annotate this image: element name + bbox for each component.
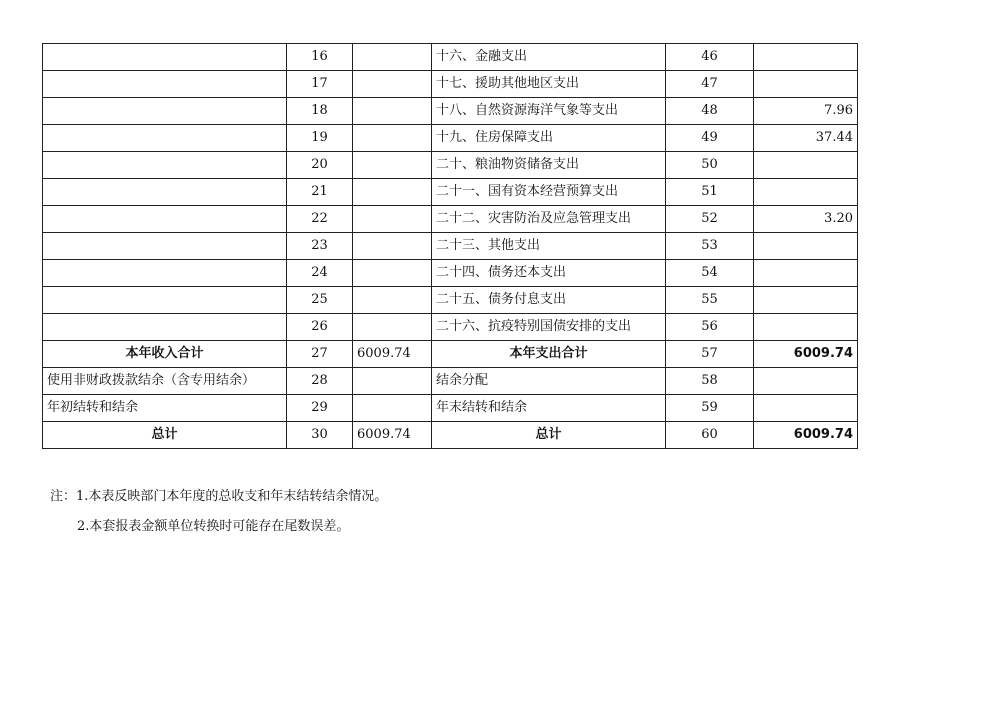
table-row [43, 98, 858, 125]
expense-amount [754, 260, 858, 287]
ending-balance-label: 年末结转和结余 [432, 395, 666, 422]
beginning-balance-line-no: 29 [287, 395, 353, 422]
expense-line-no: 53 [666, 233, 754, 260]
ending-balance-amount [754, 395, 858, 422]
table-row [43, 206, 858, 233]
income-item-cell [43, 71, 287, 98]
expense-amount: 3.20 [754, 206, 858, 233]
income-line-no: 24 [287, 260, 353, 287]
table-row [43, 287, 858, 314]
expense-item: 二十六、抗疫特别国债安排的支出 [432, 314, 666, 341]
expense-item: 二十五、债务付息支出 [432, 287, 666, 314]
surplus-distribution-label: 结余分配 [432, 368, 666, 395]
income-amount [353, 179, 432, 206]
table-row [43, 368, 858, 395]
table-row [43, 314, 858, 341]
income-amount [353, 71, 432, 98]
expense-line-no: 51 [666, 179, 754, 206]
note-line-1: 注：1.本表反映部门本年度的总收支和年末结转结余情况。 [50, 489, 388, 504]
table-row [43, 71, 858, 98]
expense-item: 二十一、国有资本经营预算支出 [432, 179, 666, 206]
surplus-distribution-amount [754, 368, 858, 395]
expense-amount [754, 314, 858, 341]
budget-summary-table [42, 43, 858, 449]
income-total-line-no: 27 [287, 341, 353, 368]
expense-total-label: 本年支出合计 [432, 341, 666, 368]
grand-total-right-amount: 6009.74 [754, 422, 858, 449]
expense-item: 二十四、债务还本支出 [432, 260, 666, 287]
expense-line-no: 56 [666, 314, 754, 341]
annual-total-row [43, 341, 858, 368]
expense-total-amount: 6009.74 [754, 341, 858, 368]
surplus-distribution-line-no: 58 [666, 368, 754, 395]
income-line-no: 26 [287, 314, 353, 341]
table-row [43, 44, 858, 71]
expense-amount: 37.44 [754, 125, 858, 152]
income-item-cell [43, 314, 287, 341]
income-item-cell [43, 152, 287, 179]
beginning-balance-amount [353, 395, 432, 422]
grand-total-left-amount: 6009.74 [353, 422, 432, 449]
expense-line-no: 55 [666, 287, 754, 314]
expense-item: 十七、援助其他地区支出 [432, 71, 666, 98]
expense-item: 二十、粮油物资储备支出 [432, 152, 666, 179]
income-amount [353, 125, 432, 152]
income-item-cell [43, 125, 287, 152]
income-item-cell [43, 260, 287, 287]
expense-line-no: 50 [666, 152, 754, 179]
income-amount [353, 98, 432, 125]
income-line-no: 16 [287, 44, 353, 71]
expense-amount [754, 152, 858, 179]
expense-amount [754, 233, 858, 260]
income-item-cell [43, 179, 287, 206]
table-row [43, 260, 858, 287]
expense-line-no: 54 [666, 260, 754, 287]
expense-item: 十九、住房保障支出 [432, 125, 666, 152]
table-row [43, 395, 858, 422]
income-line-no: 18 [287, 98, 353, 125]
grand-total-right-line-no: 60 [666, 422, 754, 449]
expense-line-no: 46 [666, 44, 754, 71]
income-amount [353, 152, 432, 179]
income-amount [353, 287, 432, 314]
expense-amount [754, 44, 858, 71]
grand-total-left-line-no: 30 [287, 422, 353, 449]
budget-table-body [43, 44, 858, 449]
table-row [43, 152, 858, 179]
expense-total-line-no: 57 [666, 341, 754, 368]
table-row [43, 125, 858, 152]
beginning-balance-label: 年初结转和结余 [43, 395, 287, 422]
expense-item: 十六、金融支出 [432, 44, 666, 71]
income-item-cell [43, 98, 287, 125]
income-amount [353, 206, 432, 233]
expense-amount: 7.96 [754, 98, 858, 125]
income-amount [353, 233, 432, 260]
expense-item: 二十三、其他支出 [432, 233, 666, 260]
expense-item: 十八、自然资源海洋气象等支出 [432, 98, 666, 125]
expense-amount [754, 179, 858, 206]
expense-line-no: 49 [666, 125, 754, 152]
income-total-label: 本年收入合计 [43, 341, 287, 368]
expense-amount [754, 71, 858, 98]
income-line-no: 23 [287, 233, 353, 260]
income-line-no: 19 [287, 125, 353, 152]
grand-total-row [43, 422, 858, 449]
income-line-no: 21 [287, 179, 353, 206]
table-row [43, 179, 858, 206]
nonfiscal-balance-amount [353, 368, 432, 395]
grand-total-right-label: 总计 [432, 422, 666, 449]
note-line-2: 2.本套报表金额单位转换时可能存在尾数误差。 [77, 519, 350, 534]
income-amount [353, 260, 432, 287]
income-item-cell [43, 44, 287, 71]
income-line-no: 17 [287, 71, 353, 98]
expense-item: 二十二、灾害防治及应急管理支出 [432, 206, 666, 233]
income-total-amount: 6009.74 [353, 341, 432, 368]
income-amount [353, 44, 432, 71]
income-line-no: 25 [287, 287, 353, 314]
nonfiscal-balance-label: 使用非财政拨款结余（含专用结余） [43, 368, 287, 395]
expense-line-no: 52 [666, 206, 754, 233]
income-item-cell [43, 233, 287, 260]
nonfiscal-balance-line-no: 28 [287, 368, 353, 395]
table-notes [50, 482, 387, 542]
income-amount [353, 314, 432, 341]
expense-line-no: 47 [666, 71, 754, 98]
income-line-no: 22 [287, 206, 353, 233]
income-line-no: 20 [287, 152, 353, 179]
income-item-cell [43, 206, 287, 233]
ending-balance-line-no: 59 [666, 395, 754, 422]
table-row [43, 233, 858, 260]
expense-amount [754, 287, 858, 314]
expense-line-no: 48 [666, 98, 754, 125]
income-item-cell [43, 287, 287, 314]
grand-total-left-label: 总计 [43, 422, 287, 449]
